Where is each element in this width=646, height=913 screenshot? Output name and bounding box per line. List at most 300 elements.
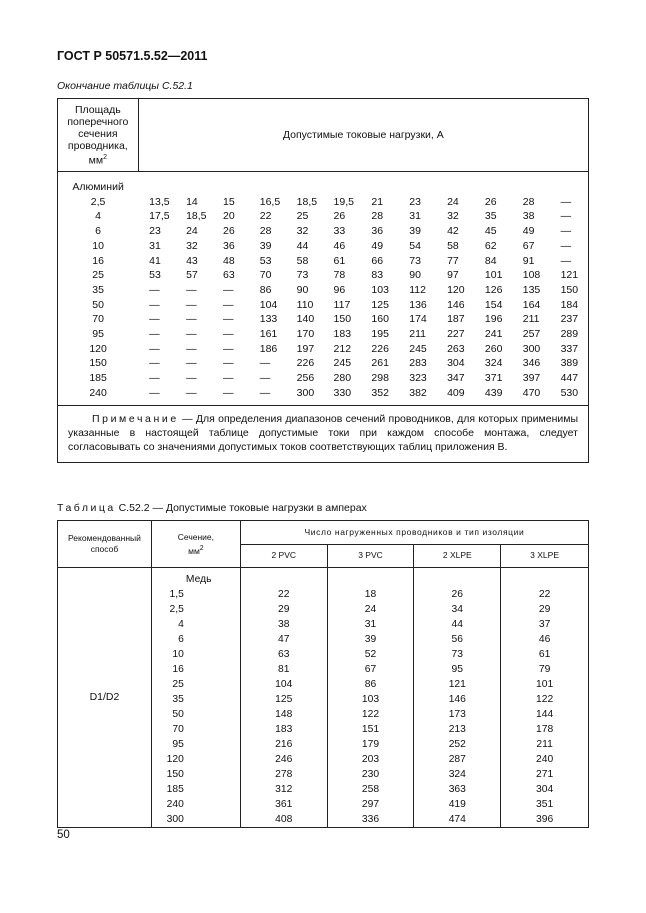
- table1-cell-value: 283: [409, 357, 427, 370]
- table2-cell-value: 240: [501, 752, 589, 767]
- table2-cell-value: 104: [240, 677, 327, 692]
- table2-cell-section: 10: [151, 647, 240, 662]
- table1-cell-value: 447: [550, 371, 589, 386]
- table1-cell-value: 43: [186, 254, 198, 267]
- table1-row: [58, 327, 589, 342]
- table1-cell-value: 126: [484, 283, 503, 296]
- table1-cell-value: 42: [447, 225, 459, 238]
- header-unit-sup: 2: [103, 153, 107, 161]
- table1-cell-value: 241: [484, 328, 503, 341]
- table1-cell-value: 120: [447, 283, 465, 296]
- page-number: 50: [57, 829, 70, 841]
- table1-cell-value: —: [149, 372, 160, 385]
- table1-cell-value: 439: [484, 386, 503, 399]
- table1-cell-value: 35: [484, 210, 497, 223]
- table1-cell-value: 18,5: [296, 195, 318, 208]
- table1-cell-value: —: [186, 372, 197, 385]
- table1-cell-value: 104: [259, 298, 278, 311]
- table1-cell-value: 39: [409, 225, 421, 238]
- table2-cell-value: 125: [240, 692, 327, 707]
- table1-cell-value: 211: [522, 313, 540, 326]
- table2-cell-value: 29: [240, 602, 327, 617]
- table1-row: [58, 371, 589, 386]
- table1-cell-value: 257: [522, 328, 541, 341]
- table1-cell-value: —: [259, 386, 271, 399]
- table1-cell-value: —: [149, 283, 160, 296]
- header-line: Сечение,: [177, 531, 215, 542]
- table1-cell-value: 21: [371, 195, 384, 208]
- table1-cell-value: 41: [149, 254, 161, 267]
- table2-cell-section: 95: [151, 737, 240, 752]
- table2-cell-value: 44: [414, 617, 501, 632]
- table1-cell-section: 6: [58, 224, 139, 239]
- table2-cell-section: 16: [151, 662, 240, 677]
- table1-cell-value: 91: [522, 254, 535, 267]
- table1-row: [58, 268, 589, 283]
- table1-cell-value: 227: [447, 328, 465, 341]
- table1-cell-value: 346: [522, 357, 541, 370]
- table1-cell-value: 337: [550, 342, 589, 357]
- table1-cell-value: 44: [296, 239, 309, 252]
- table1-cell-value: 58: [447, 239, 459, 252]
- table1-cell-value: 125: [371, 298, 389, 311]
- header-unit-sup: 2: [199, 544, 204, 552]
- table1-cell-value: —: [222, 342, 234, 355]
- table1-cell-value: 352: [371, 386, 389, 399]
- table2-method: D1/D2: [58, 568, 152, 828]
- table1-cell-value: —: [222, 372, 234, 385]
- table1-header-row: [58, 99, 589, 172]
- table1-cell-section: 4: [58, 209, 139, 224]
- table1-cell-value: 90: [409, 269, 421, 282]
- table1-cell-value: 31: [409, 210, 421, 223]
- table1-cell-value: 160: [371, 313, 389, 326]
- table1-cell-value: 70: [259, 269, 272, 282]
- table1-cell-value: 298: [371, 372, 389, 385]
- table1-cell-value: 53: [259, 254, 272, 267]
- table2-cell-value: 304: [501, 782, 589, 797]
- header-line: способ: [90, 544, 119, 554]
- table1-cell-value: 170: [296, 328, 315, 341]
- header-unit: мм: [188, 545, 200, 556]
- table2-spacer: [501, 568, 589, 588]
- table1-cell-value: 32: [186, 239, 198, 252]
- table1-cell-value: 237: [550, 312, 589, 327]
- table2-cell-section: 6: [151, 632, 240, 647]
- table1-row: [58, 195, 589, 210]
- table2-cell-value: 24: [327, 602, 414, 617]
- table2-caption: [57, 502, 367, 514]
- table2-cell-value: 216: [240, 737, 327, 752]
- table1-cell-value: 63: [222, 269, 235, 282]
- table1-cell-value: 263: [447, 342, 465, 355]
- table1-cell-value: 226: [296, 357, 315, 370]
- table1-cell-value: 38: [522, 210, 535, 223]
- table2-cell-value: 213: [414, 722, 501, 737]
- table2-cell-value: 39: [327, 632, 414, 647]
- table1-cell-value: 33: [333, 225, 346, 238]
- header-line: [152, 543, 240, 557]
- table1-note: [58, 405, 589, 463]
- table2-cell-value: 148: [240, 707, 327, 722]
- table1-cell-section: 16: [58, 254, 139, 269]
- header-unit: мм: [88, 154, 104, 167]
- table1-cell-value: 62: [484, 239, 497, 252]
- table1-cell-section: 10: [58, 239, 139, 254]
- table1: [57, 98, 589, 463]
- table2-cell-value: 173: [414, 707, 501, 722]
- table1-cell-value: —: [550, 239, 589, 254]
- table1-cell-value: 150: [333, 313, 352, 326]
- table1-cell-value: 101: [484, 269, 503, 282]
- table2-cell-section: 2,5: [151, 602, 240, 617]
- table2-cell-value: 144: [501, 707, 589, 722]
- table1-row: [58, 209, 589, 224]
- table1-cell-value: 103: [371, 283, 389, 296]
- table1-cell-value: —: [222, 298, 234, 311]
- table1-cell-section: 2,5: [58, 195, 139, 210]
- table1-cell-value: 49: [522, 225, 535, 238]
- table2-header-col: 2 XLPE: [414, 544, 501, 568]
- table1-cell-value: 97: [447, 269, 459, 282]
- table2-header-method: [58, 521, 152, 568]
- table1-row: [58, 224, 589, 239]
- table1-cell-value: 58: [296, 254, 309, 267]
- table1-cell-value: 15: [222, 195, 235, 208]
- header-line: Площадь: [74, 103, 121, 116]
- table1-cell-value: 164: [522, 298, 541, 311]
- table1-cell-value: —: [186, 328, 197, 341]
- table2-cell-value: 336: [327, 812, 414, 828]
- table2-cell-value: 246: [240, 752, 327, 767]
- table1-row: [58, 356, 589, 371]
- table1-cell-value: —: [222, 283, 234, 296]
- table2-cell-value: 297: [327, 797, 414, 812]
- table2-spacer: [327, 568, 414, 588]
- table2-row: [58, 568, 589, 588]
- table2: [57, 520, 589, 828]
- table1-cell-value: 174: [409, 313, 427, 326]
- table1-row: [58, 298, 589, 313]
- table1-caption: Окончание таблицы С.52.1: [57, 80, 193, 92]
- table2-cell-value: 29: [501, 602, 589, 617]
- table2-cell-value: 22: [240, 587, 327, 602]
- table1-cell-value: 112: [409, 283, 426, 296]
- table1-cell-value: 154: [484, 298, 503, 311]
- table1-cell-value: 48: [222, 254, 235, 267]
- table1-cell-value: —: [186, 342, 197, 355]
- table2-cell-section: 4: [151, 617, 240, 632]
- table1-cell-section: 240: [58, 386, 139, 405]
- table2-cell-value: 361: [240, 797, 327, 812]
- table1-cell-value: —: [550, 254, 589, 269]
- table1-body: [58, 172, 589, 406]
- table1-cell-value: —: [149, 328, 160, 341]
- table2-caption-text: С.52.2 — Допустимые токовые нагрузки в амперах: [118, 502, 367, 514]
- table1-material-label: Алюминий: [58, 172, 139, 195]
- table1-cell-value: 280: [333, 372, 352, 385]
- table1-cell-value: 186: [259, 342, 278, 355]
- table1-cell-section: 150: [58, 356, 139, 371]
- table2-cell-value: 211: [501, 737, 589, 752]
- table2-cell-value: 37: [501, 617, 589, 632]
- table1-cell-value: 323: [409, 372, 427, 385]
- table2-cell-value: 18: [327, 587, 414, 602]
- table1-cell-value: 260: [484, 342, 503, 355]
- table1-cell-value: 146: [447, 298, 465, 311]
- table1-cell-value: 22: [259, 210, 272, 223]
- table1-cell-value: 73: [296, 269, 309, 282]
- table2-cell-value: 52: [327, 647, 414, 662]
- table2-body: [58, 568, 589, 828]
- table1-cell-section: 185: [58, 371, 139, 386]
- table2-header-row-1: [58, 521, 589, 545]
- table2-cell-value: 178: [501, 722, 589, 737]
- document-header: ГОСТ Р 50571.5.52—2011: [57, 49, 208, 63]
- table1-cell-value: 324: [484, 357, 503, 370]
- table1-cell-value: —: [149, 357, 160, 370]
- table1-cell-value: 196: [484, 313, 503, 326]
- table1-cell-value: 26: [333, 210, 346, 223]
- table2-cell-section: 150: [151, 767, 240, 782]
- table1-cell-value: 32: [447, 210, 459, 223]
- table2-cell-value: 81: [240, 662, 327, 677]
- table1-cell-value: 409: [447, 386, 465, 399]
- table1-cell-value: —: [222, 313, 234, 326]
- table1-cell-value: 84: [484, 254, 497, 267]
- table1-cell-value: 14: [186, 195, 198, 208]
- table2-cell-value: 351: [501, 797, 589, 812]
- table1-cell-value: 330: [333, 386, 352, 399]
- table1-row: [58, 254, 589, 269]
- table2-cell-value: 122: [327, 707, 414, 722]
- table1-cell-value: —: [186, 298, 197, 311]
- table1-cell-value: 77: [447, 254, 459, 267]
- table2-spacer: [414, 568, 501, 588]
- table2-cell-value: 146: [414, 692, 501, 707]
- table1-cell-value: 121: [550, 268, 589, 283]
- table2-cell-value: 396: [501, 812, 589, 828]
- table1-cell-value: 39: [259, 239, 272, 252]
- table1-cell-value: —: [222, 386, 234, 399]
- table1-cell-value: 226: [371, 342, 389, 355]
- table2-cell-value: 79: [501, 662, 589, 677]
- table1-header-section: [58, 99, 139, 172]
- table1-cell-value: 26: [222, 225, 235, 238]
- table2-cell-value: 56: [414, 632, 501, 647]
- table1-note-row: [58, 405, 589, 463]
- table1-cell-value: 300: [522, 342, 541, 355]
- table1-cell-value: —: [259, 357, 271, 370]
- table1-cell-value: 61: [333, 254, 346, 267]
- header-line: сечения: [78, 127, 118, 140]
- table2-cell-value: 363: [414, 782, 501, 797]
- table2-cell-value: 47: [240, 632, 327, 647]
- table2-cell-value: 183: [240, 722, 327, 737]
- table2-cell-value: 121: [414, 677, 501, 692]
- table1-cell-section: 95: [58, 327, 139, 342]
- table2-cell-value: 122: [501, 692, 589, 707]
- table2-cell-value: 258: [327, 782, 414, 797]
- table2-spacer: [240, 568, 327, 588]
- table2-cell-value: 31: [327, 617, 414, 632]
- table1-cell-value: 28: [371, 210, 384, 223]
- table2-header-group: Число нагруженных проводников и тип изоляции: [240, 521, 588, 545]
- table1-cell-value: 289: [550, 327, 589, 342]
- table1-cell-value: 28: [259, 225, 272, 238]
- table1-material-row: [58, 172, 589, 195]
- table1-cell-value: 24: [186, 225, 198, 238]
- table1-cell-value: —: [186, 357, 197, 370]
- table1-cell-value: —: [149, 342, 160, 355]
- table1-row: [58, 386, 589, 405]
- header-line: поперечного: [67, 115, 129, 128]
- table1-cell-value: 108: [522, 269, 541, 282]
- table1-cell-value: 261: [371, 357, 389, 370]
- table1-row: [58, 283, 589, 298]
- table2-header-section: [151, 521, 240, 568]
- table1-cell-value: 397: [522, 372, 541, 385]
- table1-cell-value: 17,5: [149, 210, 170, 223]
- table1-cell-value: 19,5: [333, 195, 354, 208]
- table2-cell-value: 278: [240, 767, 327, 782]
- table1-cell-value: 150: [550, 283, 589, 298]
- table1-cell-value: 25: [296, 210, 309, 223]
- table2-cell-value: 34: [414, 602, 501, 617]
- table2-cell-value: 419: [414, 797, 501, 812]
- table1-cell-value: 23: [409, 195, 421, 208]
- table1-cell-value: 187: [447, 313, 465, 326]
- table2-cell-value: 252: [414, 737, 501, 752]
- table1-cell-value: 136: [409, 298, 427, 311]
- table2-header-col: 3 XLPE: [501, 544, 589, 568]
- table1-row: [58, 312, 589, 327]
- table1-cell-value: 49: [371, 239, 384, 252]
- table1-cell-value: —: [186, 283, 197, 296]
- table1-cell-value: 54: [409, 239, 421, 252]
- table2-cell-value: 230: [327, 767, 414, 782]
- table1-cell-value: 83: [371, 269, 384, 282]
- table1-cell-value: 256: [296, 372, 315, 385]
- table1-cell-value: 371: [484, 372, 503, 385]
- table1-cell-value: 212: [333, 342, 352, 355]
- table1-cell-value: 16,5: [259, 195, 281, 208]
- table1-cell-value: 23: [149, 225, 161, 238]
- table2-cell-value: 324: [414, 767, 501, 782]
- note-label: Примечание: [92, 412, 179, 425]
- table1-cell-value: —: [259, 372, 271, 385]
- table1-cell-value: —: [550, 224, 589, 239]
- header-line: [58, 152, 138, 167]
- table1-cell-value: 140: [296, 313, 315, 326]
- table2-cell-value: 38: [240, 617, 327, 632]
- table1-cell-value: 36: [222, 239, 235, 252]
- table2-cell-value: 474: [414, 812, 501, 828]
- table2-cell-value: 22: [501, 587, 589, 602]
- table1-row: [58, 239, 589, 254]
- table1-cell-value: 245: [409, 342, 427, 355]
- table2-cell-value: 67: [327, 662, 414, 677]
- table2-cell-section: 1,5: [151, 587, 240, 602]
- note-text: — Для определения диапазонов сечений проводников, для которых применимы указанные в настоящей таблице допустимые токи при каждом способе монтажа, следует согласовывать со значениями допустимых токов соответствующих таблиц приложения В.: [68, 412, 578, 453]
- table1-cell-value: 382: [409, 386, 427, 399]
- table1-cell-value: 45: [484, 225, 497, 238]
- table1-cell-value: 18,5: [186, 210, 207, 223]
- table2-cell-value: 287: [414, 752, 501, 767]
- table1-cell-value: 46: [333, 239, 346, 252]
- table1-cell-value: —: [550, 195, 589, 210]
- table2-header-col: 2 PVC: [240, 544, 327, 568]
- table2-cell-section: 120: [151, 752, 240, 767]
- table2-cell-section: 300: [151, 812, 240, 828]
- table2-cell-section: 25: [151, 677, 240, 692]
- table1-cell-value: 24: [447, 195, 459, 208]
- header-line: проводника,: [67, 139, 128, 152]
- table1-cell-section: 25: [58, 268, 139, 283]
- table1-cell-value: 470: [522, 386, 541, 399]
- table1-cell-value: —: [149, 386, 160, 399]
- table2-cell-value: 26: [414, 587, 501, 602]
- table2-cell-section: 185: [151, 782, 240, 797]
- table2-cell-value: 101: [501, 677, 589, 692]
- table1-cell-section: 70: [58, 312, 139, 327]
- table1-cell-value: 13,5: [149, 195, 170, 208]
- table1-cell-value: 300: [296, 386, 315, 399]
- table2-cell-value: 408: [240, 812, 327, 828]
- table2-cell-value: 179: [327, 737, 414, 752]
- table1-cell-value: 211: [409, 328, 426, 341]
- table2-cell-section: 240: [151, 797, 240, 812]
- table1-cell-value: 304: [447, 357, 465, 370]
- table1-cell-value: 197: [296, 342, 315, 355]
- table2-cell-value: 312: [240, 782, 327, 797]
- table1-cell-value: 66: [371, 254, 384, 267]
- table1-cell-value: 67: [522, 239, 535, 252]
- table1-cell-value: 245: [333, 357, 352, 370]
- table1-cell-value: 117: [333, 298, 351, 311]
- table1-cell-section: 35: [58, 283, 139, 298]
- table1-header-loads: Допустимые токовые нагрузки, А: [138, 99, 588, 172]
- header-line: Рекомендованный: [68, 533, 141, 543]
- table1-cell-value: 184: [550, 298, 589, 313]
- table1-cell-value: 133: [259, 313, 278, 326]
- table1-cell-value: 347: [447, 372, 465, 385]
- table1-cell-value: 31: [149, 239, 161, 252]
- table2-caption-prefix: Таблица: [57, 502, 116, 514]
- table1-cell-value: 530: [550, 386, 589, 405]
- table2-cell-value: 73: [414, 647, 501, 662]
- table1-cell-section: 120: [58, 342, 139, 357]
- table1-cell-value: 135: [522, 283, 541, 296]
- table1-cell-value: 90: [296, 283, 309, 296]
- table1-cell-value: 32: [296, 225, 309, 238]
- table1-cell-value: 110: [296, 298, 314, 311]
- table1-cell-value: 161: [259, 328, 278, 341]
- table1-cell-value: 86: [259, 283, 272, 296]
- table1-cell-value: —: [186, 386, 197, 399]
- table2-cell-value: 63: [240, 647, 327, 662]
- table2-cell-value: 86: [327, 677, 414, 692]
- table2-cell-value: 271: [501, 767, 589, 782]
- table1-spacer: [138, 172, 588, 195]
- table1-cell-value: —: [222, 357, 234, 370]
- table2-cell-value: 103: [327, 692, 414, 707]
- table1-cell-value: 53: [149, 269, 161, 282]
- table2-cell-value: 203: [327, 752, 414, 767]
- table2-cell-value: 151: [327, 722, 414, 737]
- table1-cell-value: 20: [222, 210, 235, 223]
- table1-cell-value: —: [149, 298, 160, 311]
